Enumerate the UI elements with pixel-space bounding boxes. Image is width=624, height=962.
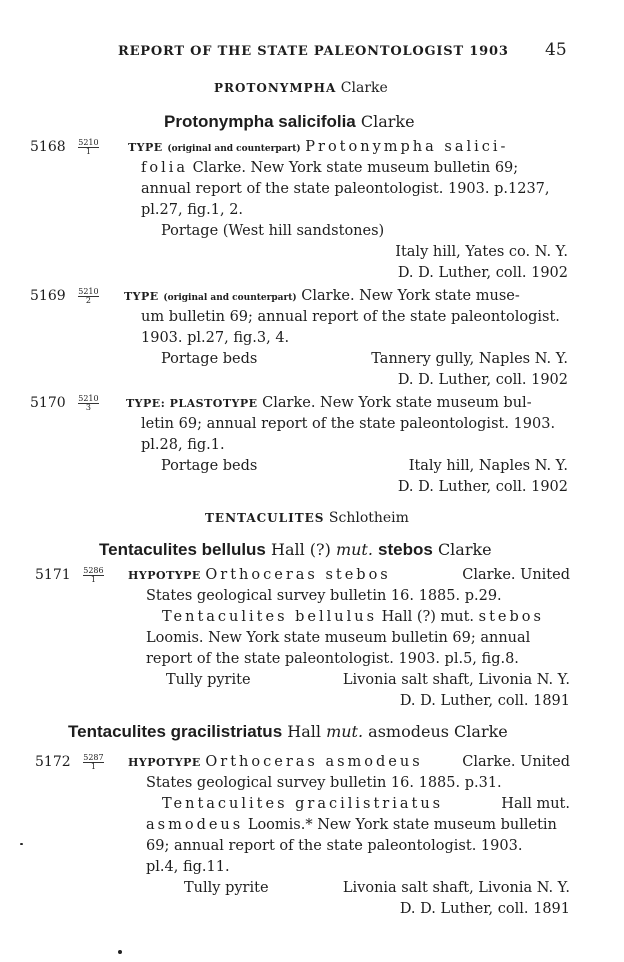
entry-line-1-tail: Clarke. United — [462, 754, 570, 770]
running-header: REPORT OF THE STATE PALEONTOLOGIST 1903 — [118, 44, 509, 59]
entry-number: 5172 — [35, 754, 71, 770]
entry-line-1: HYPOTYPE Orthoceras asmodeus — [128, 754, 423, 770]
entry-number: 5170 — [30, 395, 66, 411]
entry-horizon: Portage beds — [161, 458, 258, 474]
scan-speck — [118, 950, 122, 954]
mutation-name: asmodeus — [368, 722, 449, 741]
entry-collector: D. D. Luther, coll. 1902 — [397, 265, 568, 281]
entry-collector: D. D. Luther, coll. 1891 — [399, 901, 570, 917]
entry-horizon: Tully pyrite — [166, 672, 251, 688]
entry-line-2: um bulletin 69; annual report of the state paleontologist. — [141, 309, 560, 325]
mutation-name: stebos — [378, 540, 433, 559]
catalog-fraction: $\frac{5210}{1}$ — [78, 137, 99, 156]
entry-line-3: Tentaculites gracilistriatus — [162, 796, 444, 812]
entry-collector: D. D. Luther, coll. 1902 — [397, 479, 568, 495]
catalog-fraction: $\frac{5210}{2}$ — [78, 286, 99, 305]
entry-line-5: 69; annual report of the state paleontologist. 1903. — [146, 838, 523, 854]
entry-locality: Tannery gully, Naples N. Y. — [371, 351, 568, 367]
species-name: Tentaculites bellulus — [99, 540, 266, 559]
entry-line-2: States geological survey bulletin 16. 1885. p.29. — [146, 588, 502, 604]
entry-line-4: pl.27, fig.1, 2. — [141, 202, 244, 218]
entry-line-4: asmodeus Loomis.* New York state museum bulletin — [146, 817, 557, 833]
genus-heading — [214, 80, 388, 96]
entry-locality: Livonia salt shaft, Livonia N. Y. — [342, 880, 570, 896]
entry-collector: D. D. Luther, coll. 1891 — [399, 693, 570, 709]
catalog-fraction: $\frac{5287}{1}$ — [83, 752, 104, 771]
entry-locality: Livonia salt shaft, Livonia N. Y. — [342, 672, 570, 688]
genus-name: TENTACULITES — [205, 511, 325, 525]
entry-locality: Italy hill, Yates co. N. Y. — [395, 244, 568, 260]
mutation-marker: mut. — [335, 540, 373, 559]
entry-line-6: pl.4, fig.11. — [146, 859, 230, 875]
entry-line-3: 1903. pl.27, fig.3, 4. — [141, 330, 290, 346]
entry-number-line — [35, 565, 104, 586]
species-name: Tentaculites gracilistriatus — [68, 722, 283, 741]
page-number: 45 — [545, 40, 567, 60]
species-author: Hall (?) — [270, 540, 331, 559]
entry-line-1: TYPE (original and counterpart) Protonympha salici- — [128, 139, 509, 155]
species-author: Hall — [287, 722, 321, 741]
species-name: Protonympha salicifolia — [164, 112, 356, 131]
species-heading — [68, 722, 508, 742]
species-heading — [164, 112, 415, 132]
genus-author: Schlotheim — [328, 510, 409, 526]
entry-locality: Italy hill, Naples N. Y. — [408, 458, 568, 474]
catalog-fraction: $\frac{5286}{1}$ — [83, 565, 104, 584]
mutation-author: Clarke — [454, 722, 508, 741]
entry-line-4: Loomis. New York state museum bulletin 69; annual — [146, 630, 531, 646]
mutation-marker: mut. — [326, 722, 364, 741]
entry-line-1: HYPOTYPE Orthoceras stebos — [128, 567, 391, 583]
entry-line-1-tail: Clarke. United — [462, 567, 570, 583]
entry-number-line — [30, 286, 99, 307]
entry-line-1: TYPE: PLASTOTYPE Clarke. New York state museum bul- — [126, 395, 532, 411]
entry-line-3: Tentaculites bellulus Hall (?) mut. stebos — [162, 609, 544, 625]
species-heading — [99, 540, 492, 560]
mutation-author: Clarke — [437, 540, 492, 559]
entry-horizon: Tully pyrite — [184, 880, 269, 896]
species-author: Clarke — [360, 112, 415, 131]
entry-line-2: letin 69; annual report of the state paleontologist. 1903. — [141, 416, 556, 432]
entry-horizon: Portage (West hill sandstones) — [161, 223, 385, 239]
entry-number: 5169 — [30, 288, 66, 304]
entry-line-2: folia Clarke. New York state museum bulletin 69; — [141, 160, 519, 176]
entry-number-line — [30, 137, 99, 158]
entry-line-5: report of the state paleontologist. 1903. pl.5, fig.8. — [146, 651, 519, 667]
genus-author: Clarke — [340, 80, 388, 96]
entry-number-line — [30, 393, 99, 414]
entry-line-3: annual report of the state paleontologist. 1903. p.1237, — [141, 181, 550, 197]
entry-line-3: pl.28, fig.1. — [141, 437, 225, 453]
entry-line-1: TYPE (original and counterpart) Clarke. New York state muse- — [124, 288, 520, 304]
genus-heading — [205, 510, 409, 526]
scan-speck — [20, 843, 23, 845]
entry-number: 5171 — [35, 567, 71, 583]
entry-number: 5168 — [30, 139, 66, 155]
entry-line-3-tail: Hall mut. — [501, 796, 570, 812]
entry-horizon: Portage beds — [161, 351, 258, 367]
catalog-fraction: $\frac{5210}{3}$ — [78, 393, 99, 412]
entry-collector: D. D. Luther, coll. 1902 — [397, 372, 568, 388]
entry-line-2: States geological survey bulletin 16. 1885. p.31. — [146, 775, 502, 791]
genus-name: PROTONYMPHA — [214, 81, 337, 95]
entry-number-line — [35, 752, 104, 773]
